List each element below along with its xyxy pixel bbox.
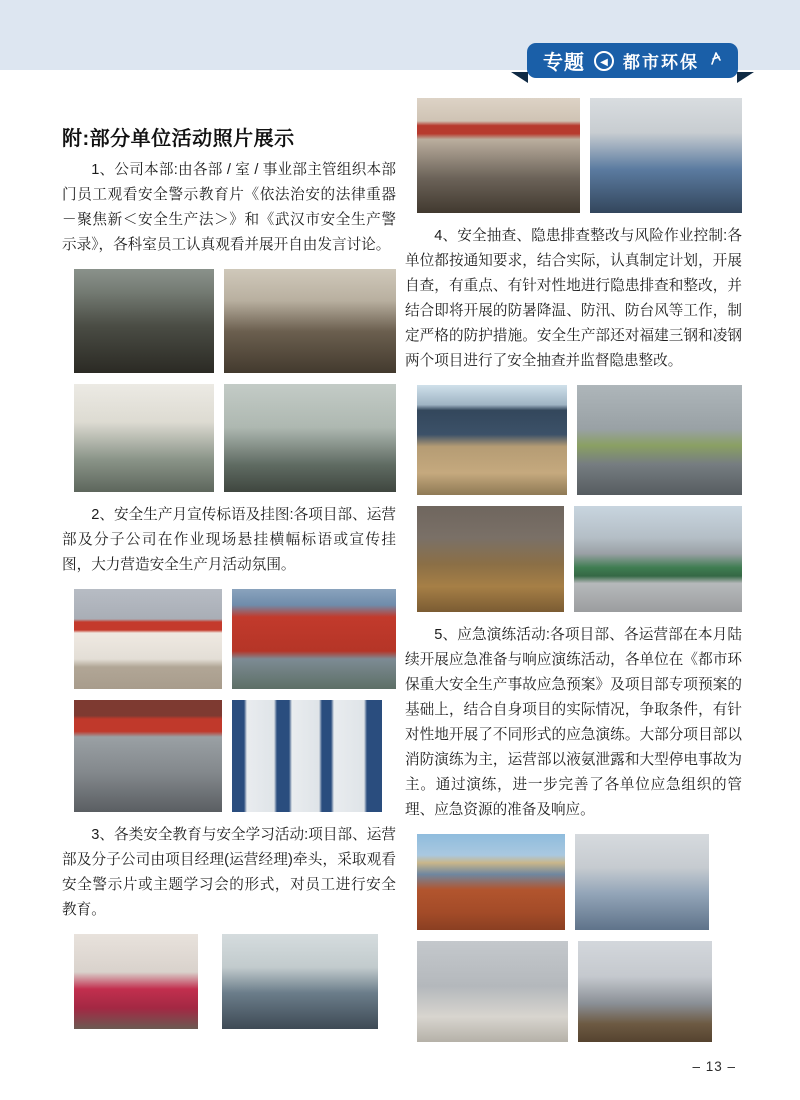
photo-row: [74, 589, 396, 689]
section-badge: [527, 43, 738, 78]
photo-projector-room: [224, 384, 396, 492]
page-number: – 13 –: [692, 1059, 736, 1074]
left-column: [62, 70, 396, 1053]
photo-worksite-banner: [74, 700, 222, 812]
photo-row: [74, 934, 396, 1029]
photo-indoor-drill: [578, 941, 712, 1042]
photo-worker-study-session: [222, 934, 378, 1029]
photo-office-discussion: [74, 384, 214, 492]
photo-row: [417, 385, 742, 495]
right-column: [405, 70, 742, 1053]
photo-row: [74, 700, 396, 812]
paragraph-3: 3、各类安全教育与安全学习活动:项目部、运营部及分子公司由项目经理(运营经理)牵头，采取观看安全警示片或主题学习会的形式，对员工进行安全教育。: [62, 827, 396, 918]
photo-round-table-training: [74, 934, 198, 1029]
ribbon-fold-left-icon: [511, 72, 528, 83]
photo-row: [74, 269, 396, 373]
paragraph-5: 5、应急演练活动:各项目部、各运营部在本月陆续开展应急准备与响应演练活动，各单位在《都市环保重大安全生产事故应急预案》及项目部专项预案的基础上，结合自身项目的实际情况，争取条件，有针对性地开展了不同形式的应急演练。大部分项目部以消防演练为主，运营部以液氨泄露和大型停电事故为主。通过演练，进一步完善了各单位应急组织的管理、应急资源的准备及响应。: [405, 627, 742, 818]
photo-construction-inspection: [577, 385, 742, 495]
photo-education-hall: [417, 98, 580, 213]
photo-row: [417, 506, 742, 612]
page-title: 附:部分单位活动照片展示: [62, 128, 295, 150]
photo-bulletin-board: [232, 589, 396, 689]
paragraph-1: 1、公司本部:由各部 / 室 / 事业部主管组织本部门员工观看安全警示教育片《依法治安的法律重器－聚焦新＜安全生产法＞》和《武汉市安全生产警示录》，各科室员工认真观看并展开自由发言讨论。: [62, 162, 396, 253]
badge-brand-label: 都市环保: [623, 53, 699, 72]
photo-fire-drill: [417, 834, 565, 930]
arrow-circle-icon: ◀: [594, 51, 614, 71]
brand-swoosh-icon: [710, 51, 722, 71]
photo-row: [74, 384, 396, 492]
photo-preshift-meeting: [590, 98, 742, 213]
badge-topic-label: 专题: [543, 52, 585, 74]
photo-extinguisher-practice: [417, 941, 568, 1042]
photo-control-panel-drill: [575, 834, 709, 930]
photo-scaffold-site: [417, 506, 564, 612]
photo-green-netting-building: [574, 506, 742, 612]
page-content: [62, 70, 742, 1053]
photo-meeting-room-screening: [74, 269, 214, 373]
paragraph-4: 4、安全抽查、隐患排查整改与风险作业控制:各单位都按通知要求，结合实际，认真制定计划，开展自查，有重点、有针对性地进行隐患排查和整改，并结合即将开展的防暑降温、防汛、防台风等工作，制定严格的防护措施。安全生产部还对福建三钢和凌钢两个项目进行了安全抽查并监督隐患整改。: [405, 228, 742, 369]
photo-safety-posters: [232, 700, 382, 812]
photo-site-building-banner: [74, 589, 222, 689]
photo-factory-inspection: [417, 385, 567, 495]
photo-conference-table: [224, 269, 396, 373]
photo-row: [417, 98, 742, 213]
paragraph-2: 2、安全生产月宣传标语及挂图:各项目部、运营部及分子公司在作业现场悬挂横幅标语或宣传挂图，大力营造安全生产月活动氛围。: [62, 507, 396, 573]
photo-row: [417, 834, 742, 930]
photo-row: [417, 941, 742, 1042]
ribbon-fold-right-icon: [737, 72, 754, 83]
